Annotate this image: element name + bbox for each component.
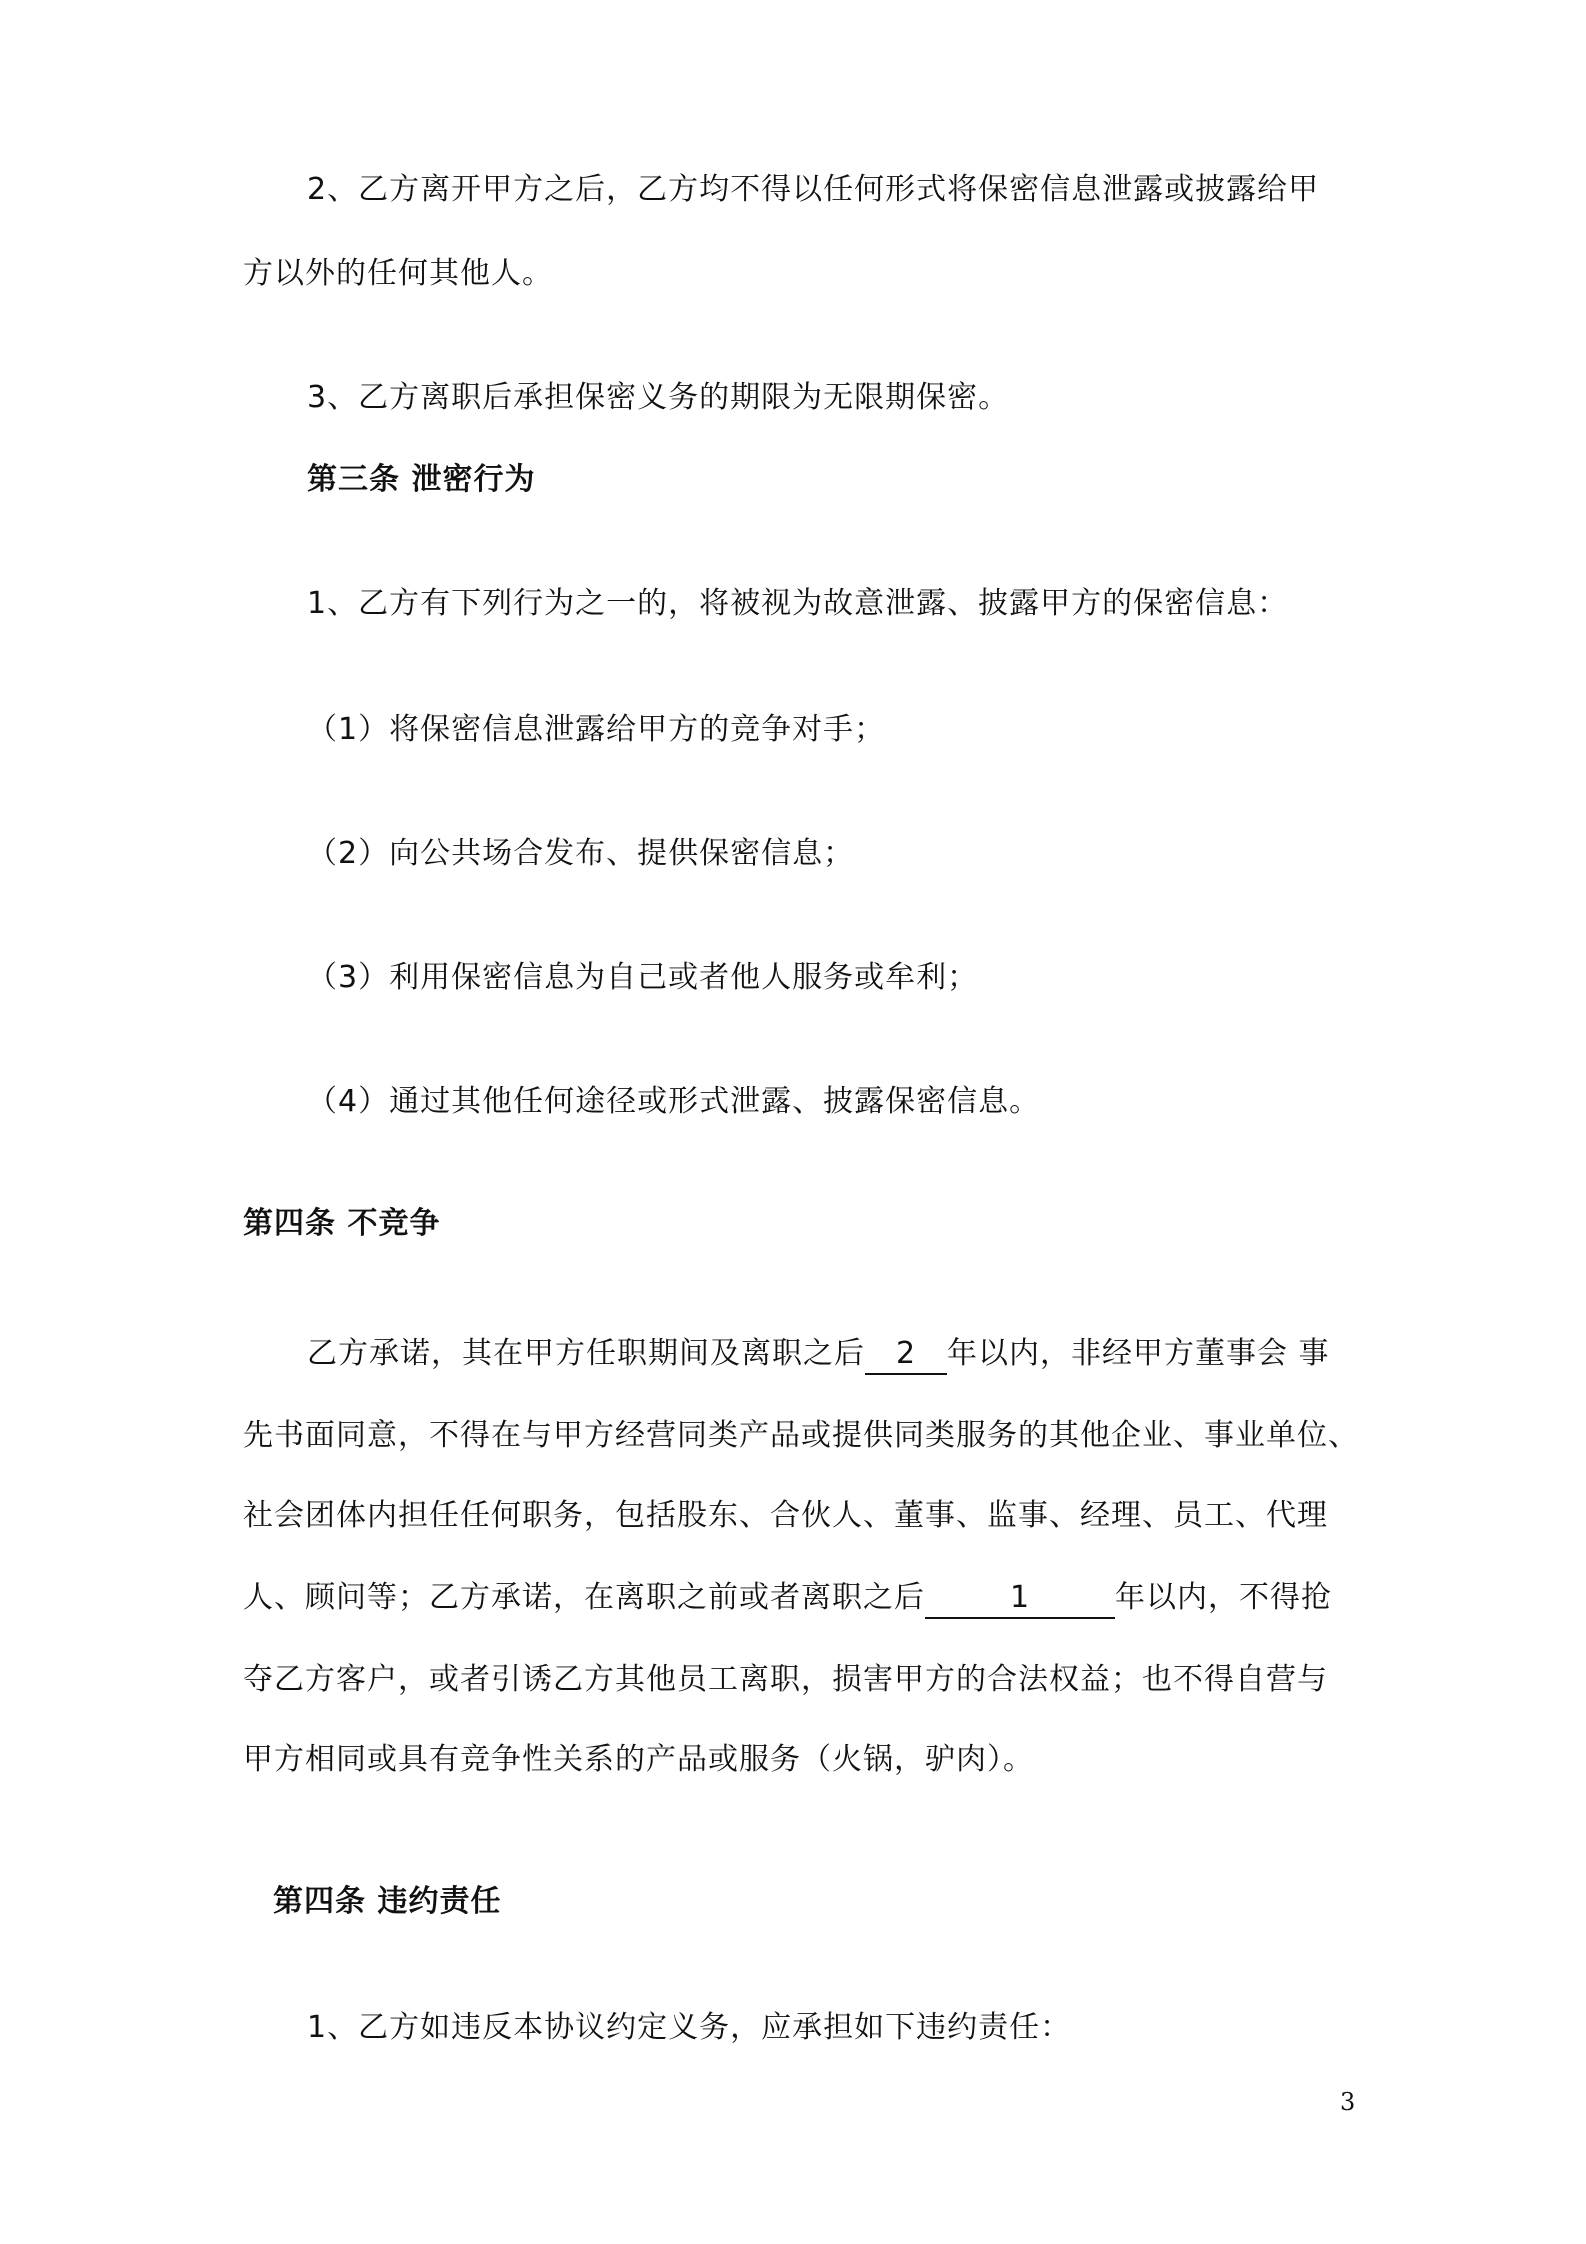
clause3-item1: 1、乙方有下列行为之一的，将被视为故意泄露、披露甲方的保密信息： (307, 586, 1289, 621)
clause4-heading: 第四条 不竞争 (243, 1206, 441, 1241)
clause2-item3: 3、乙方离职后承担保密义务的期限为无限期保密。 (307, 380, 1010, 415)
clause4-line2: 先书面同意，不得在与甲方经营同类产品或提供同类服务的其他企业、事业单位、 (243, 1418, 1359, 1453)
clause4-line6: 甲方相同或具有竞争性关系的产品或服务（火锅，驴肉）。 (243, 1742, 1034, 1777)
clause5-item1: 1、乙方如违反本协议约定义务，应承担如下违约责任： (307, 2010, 1072, 2045)
clause3-heading: 第三条 泄密行为 (307, 462, 536, 497)
clause2-item2-line1: 2、乙方离开甲方之后，乙方均不得以任何形式将保密信息泄露或披露给甲 (307, 172, 1320, 207)
clause4-line4-text-b: 年以内，不得抢 (1115, 1580, 1332, 1615)
page-number: 3 (1340, 2088, 1356, 2116)
clause4-line3: 社会团体内担任任何职务，包括股东、合伙人、董事、监事、经理、员工、代理 (243, 1498, 1328, 1533)
clause3-sub2: （2）向公共场合发布、提供保密信息； (307, 836, 855, 871)
clause4-line1 (307, 1332, 1330, 1376)
clause3-sub4: （4）通过其他任何途径或形式泄露、披露保密信息。 (307, 1084, 1041, 1119)
clause4-line5: 夺乙方客户，或者引诱乙方其他员工离职，损害甲方的合法权益；也不得自营与 (243, 1662, 1328, 1697)
clause4-line1-text-a: 乙方承诺，其在甲方任职期间及离职之后 (307, 1336, 865, 1371)
clause2-item2-line2: 方以外的任何其他人。 (243, 256, 553, 291)
clause4-line4-text-a: 人、顾问等；乙方承诺，在离职之前或者离职之后 (243, 1580, 925, 1615)
clause3-sub1: （1）将保密信息泄露给甲方的竞争对手； (307, 712, 886, 747)
clause3-sub3: （3）利用保密信息为自己或者他人服务或牟利； (307, 960, 979, 995)
clause4-line4 (243, 1576, 1332, 1620)
clause4-line1-text-b: 年以内，非经甲方董事会 事 (947, 1336, 1330, 1371)
term-years-blank: 2 (865, 1335, 947, 1375)
noncompete-years-blank: 1 (925, 1579, 1115, 1619)
clause5-heading: 第四条 违约责任 (273, 1884, 502, 1919)
